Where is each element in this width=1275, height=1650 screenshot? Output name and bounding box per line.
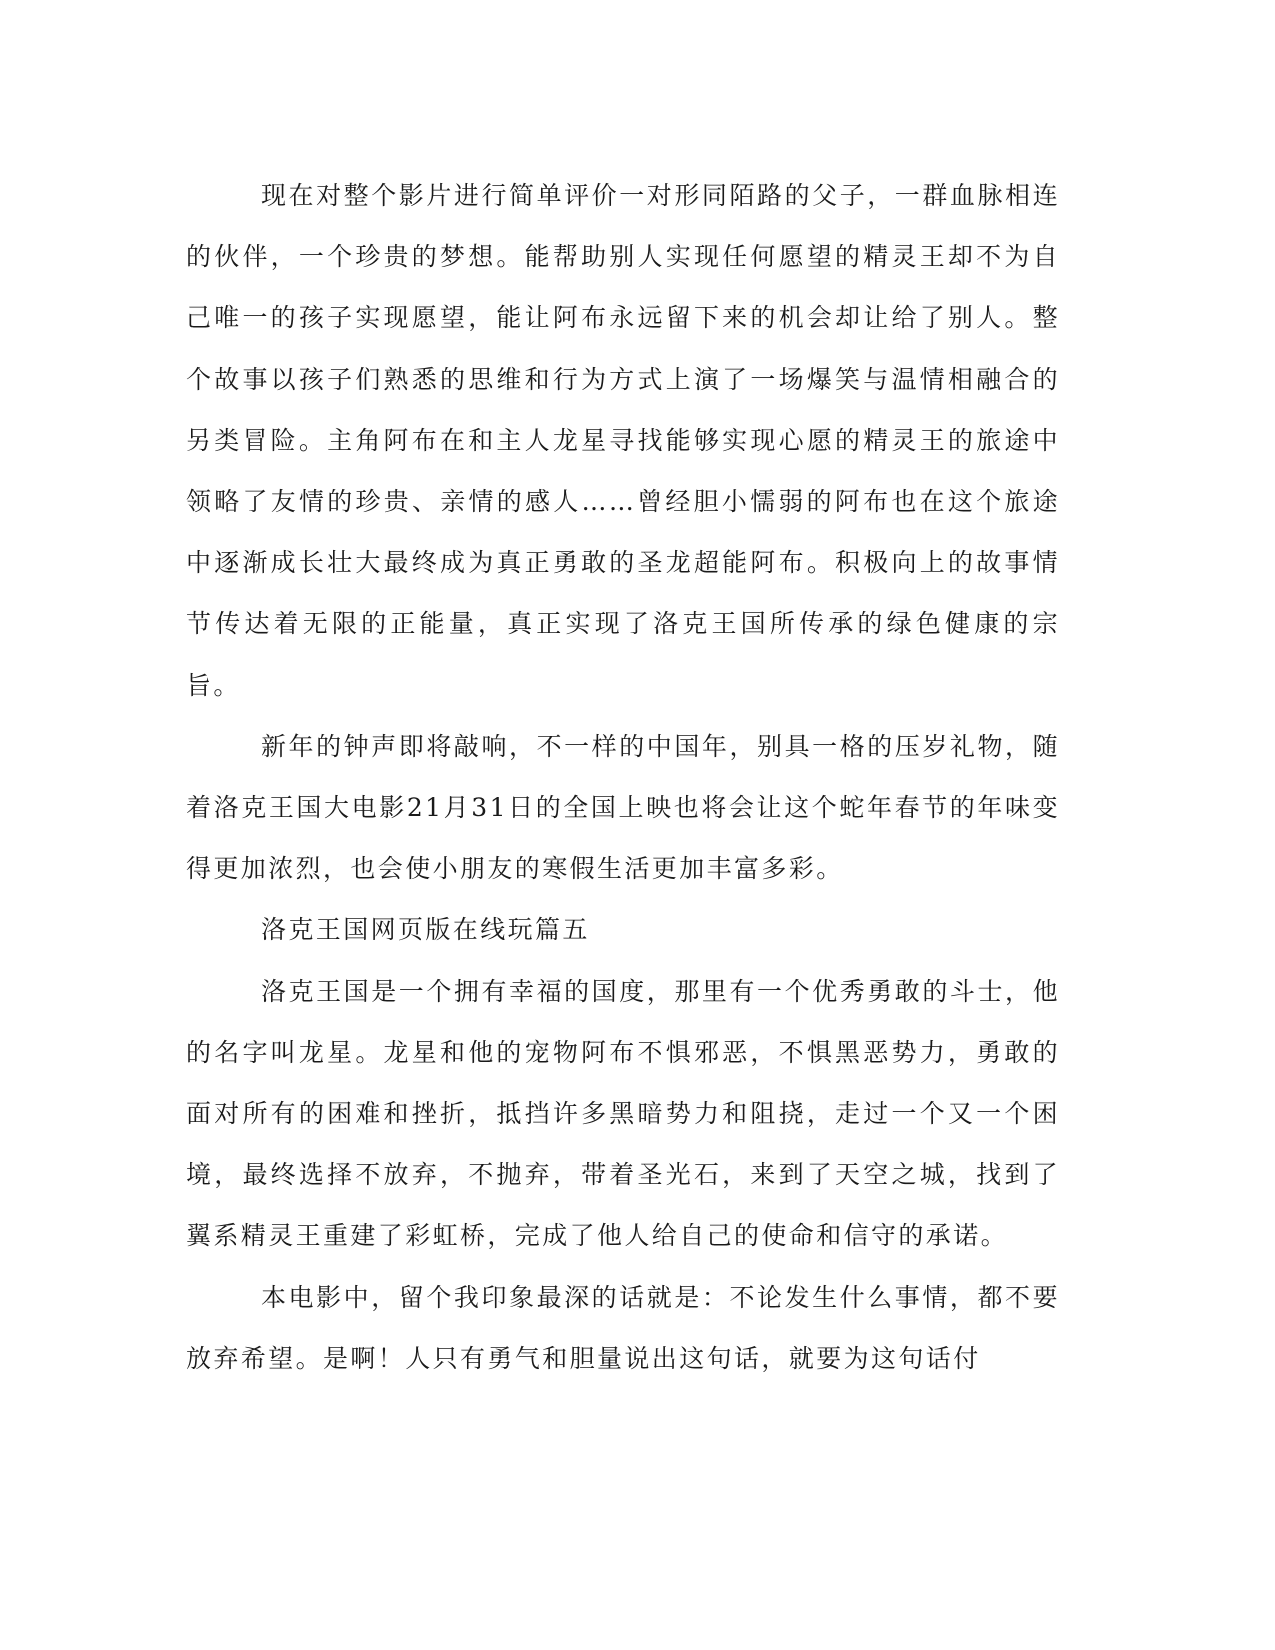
paragraph-film-review: 现在对整个影片进行简单评价一对形同陌路的父子，一群血脉相连的伙伴，一个珍贵的梦想。能帮助别人实现任何愿望的精灵王却不为自己唯一的孩子实现愿望，能让阿布永远留下来的机会却让给了别人。整个故事以孩子们熟悉的思维和行为方式上演了一场爆笑与温情相融合的另类冒险。主角阿布在和主人龙星寻找能够实现心愿的精灵王的旅途中领略了友情的珍贵、亲情的感人……曾经胆小懦弱的阿布也在这个旅途中逐渐成长壮大最终成为真正勇敢的圣龙超能阿布。积极向上的故事情节传达着无限的正能量，真正实现了洛克王国所传承的绿色健康的宗旨。: [186, 181, 1060, 700]
section-heading: 洛克王国网页版在线玩篇五: [261, 915, 590, 945]
document-body: [186, 165, 1060, 1389]
paragraph-story-summary: 洛克王国是一个拥有幸福的国度，那里有一个优秀勇敢的斗士，他的名字叫龙星。龙星和他的宠物阿布不惧邪恶，不惧黑恶势力，勇敢的面对所有的困难和挫折，抵挡许多黑暗势力和阻挠，走过一个又一个困境，最终选择不放弃，不抛弃，带着圣光石，来到了天空之城，找到了翼系精灵王重建了彩虹桥，完成了他人给自己的使命和信守的承诺。: [186, 976, 1060, 1251]
paragraph-impression: 本电影中，留个我印象最深的话就是：不论发生什么事情，都不要放弃希望。是啊！人只有勇气和胆量说出这句话，就要为这句话付: [186, 1282, 1060, 1373]
paragraph-new-year: 新年的钟声即将敲响，不一样的中国年，别具一格的压岁礼物，随着洛克王国大电影21月31日的全国上映也将会让这个蛇年春节的年味变得更加浓烈，也会使小朋友的寒假生活更加丰富多彩。: [186, 731, 1060, 884]
